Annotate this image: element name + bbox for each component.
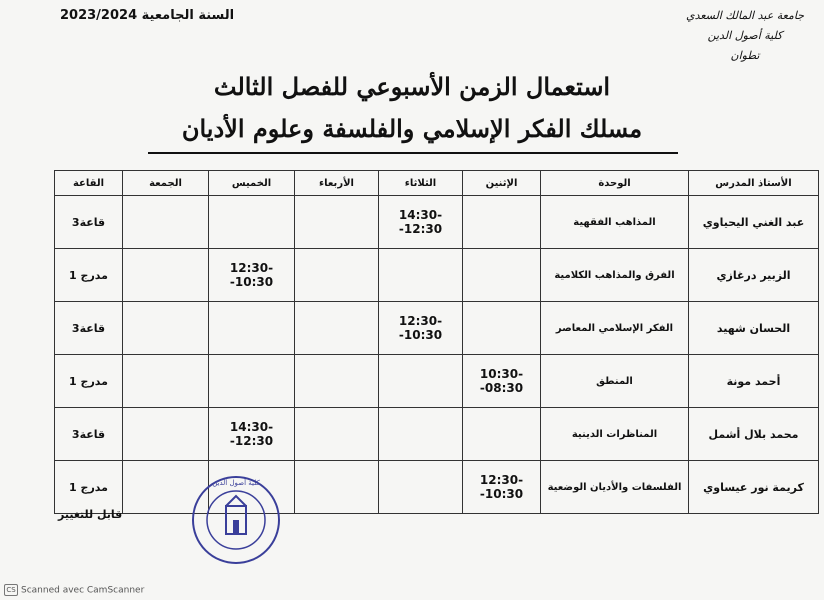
- monday-cell: [463, 408, 541, 461]
- room-cell: قاعة3: [55, 302, 123, 355]
- schedule-table: [54, 170, 819, 514]
- title-underline: [148, 152, 678, 154]
- teacher-cell: أحمد مونة: [689, 355, 819, 408]
- friday-cell: [123, 196, 209, 249]
- faculty-stamp: [190, 474, 282, 566]
- wednesday-cell: [295, 249, 379, 302]
- table-header-row: [55, 171, 819, 196]
- teacher-cell: الزبير درغازي: [689, 249, 819, 302]
- monday-cell: [463, 196, 541, 249]
- friday-cell: [123, 408, 209, 461]
- program-title: مسلك الفكر الإسلامي والفلسفة وعلوم الأديان: [181, 114, 643, 143]
- thursday-cell: [209, 355, 295, 408]
- faculty-name: كلية أصول الدين: [707, 29, 783, 42]
- header-room: القاعة: [55, 171, 123, 196]
- header-monday: الإثنين: [463, 171, 541, 196]
- header-wednesday: الأربعاء: [295, 171, 379, 196]
- room-cell: مدرج 1: [55, 355, 123, 408]
- unit-cell: الفكر الإسلامي المعاصر: [541, 302, 689, 355]
- table-row: [55, 302, 819, 355]
- wednesday-cell: [295, 302, 379, 355]
- academic-year: السنة الجامعية 2023/2024: [60, 8, 235, 23]
- teacher-cell: الحسان شهيد: [689, 302, 819, 355]
- friday-cell: [123, 355, 209, 408]
- tuesday-cell: [379, 408, 463, 461]
- institution-header: [686, 6, 804, 66]
- teacher-cell: محمد بلال أشمل: [689, 408, 819, 461]
- table-row: [55, 249, 819, 302]
- thursday-cell: 12:30--10:30: [209, 249, 295, 302]
- schedule-title: استعمال الزمن الأسبوعي للفصل الثالث: [213, 72, 611, 101]
- tuesday-cell: 12:30--10:30: [379, 302, 463, 355]
- scanner-label: Scanned avec CamScanner: [21, 585, 145, 596]
- wednesday-cell: [295, 461, 379, 514]
- room-cell: مدرج 1: [55, 461, 123, 514]
- unit-cell: المنطق: [541, 355, 689, 408]
- room-cell: قاعة3: [55, 408, 123, 461]
- room-cell: قاعة3: [55, 196, 123, 249]
- room-cell: مدرج 1: [55, 249, 123, 302]
- wednesday-cell: [295, 408, 379, 461]
- header-thursday: الخميس: [209, 171, 295, 196]
- table-row: [55, 196, 819, 249]
- table-row: [55, 355, 819, 408]
- unit-cell: المناظرات الدينية: [541, 408, 689, 461]
- table-row: [55, 461, 819, 514]
- thursday-cell: [209, 302, 295, 355]
- university-name: جامعة عبد المالك السعدي: [685, 9, 804, 22]
- tuesday-cell: [379, 355, 463, 408]
- subject-to-change-note: قابل للتغيير: [58, 508, 123, 521]
- header-unit: الوحدة: [541, 171, 689, 196]
- thursday-cell: 14:30--12:30: [209, 408, 295, 461]
- tuesday-cell: [379, 249, 463, 302]
- header-teacher: الأستاذ المدرس: [689, 171, 819, 196]
- table-row: [55, 408, 819, 461]
- friday-cell: [123, 302, 209, 355]
- unit-cell: المذاهب الفقهية: [541, 196, 689, 249]
- teacher-cell: كريمة نور عيساوي: [689, 461, 819, 514]
- stamp-text: كلية أصول الدين: [212, 479, 260, 487]
- unit-cell: الفلسفات والأديان الوضعية: [541, 461, 689, 514]
- thursday-cell: [209, 196, 295, 249]
- teacher-cell: عبد الغني اليحياوي: [689, 196, 819, 249]
- monday-cell: [463, 302, 541, 355]
- wednesday-cell: [295, 355, 379, 408]
- header-tuesday: الثلاثاء: [379, 171, 463, 196]
- camscanner-icon: CS: [4, 584, 18, 596]
- scanner-footer: [4, 584, 144, 596]
- header-friday: الجمعة: [123, 171, 209, 196]
- monday-cell: 12:30--10:30: [463, 461, 541, 514]
- monday-cell: [463, 249, 541, 302]
- tuesday-cell: 14:30--12:30: [379, 196, 463, 249]
- city-name: تطوان: [730, 49, 760, 62]
- wednesday-cell: [295, 196, 379, 249]
- friday-cell: [123, 249, 209, 302]
- tuesday-cell: [379, 461, 463, 514]
- unit-cell: الفرق والمذاهب الكلامية: [541, 249, 689, 302]
- monday-cell: 10:30--08:30: [463, 355, 541, 408]
